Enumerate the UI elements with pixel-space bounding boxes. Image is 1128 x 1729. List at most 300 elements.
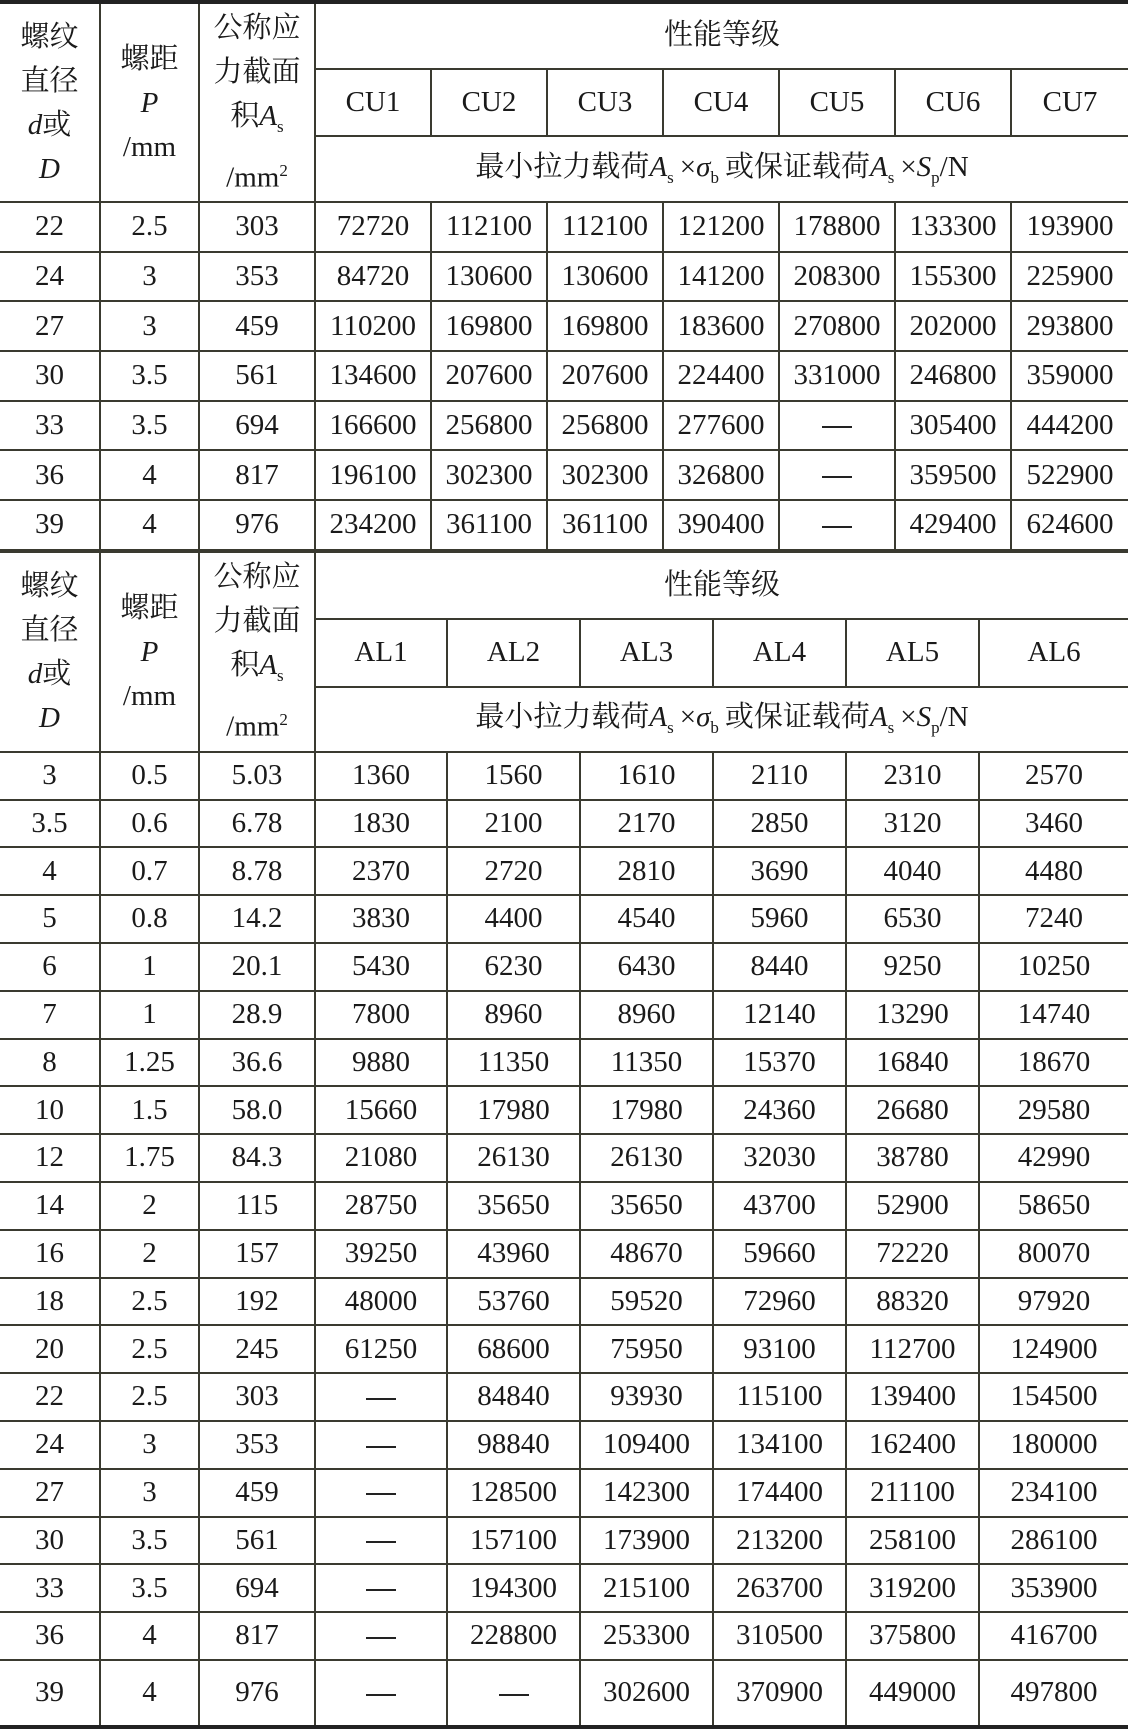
load-cell: 110200 (315, 301, 431, 351)
header-text: d (27, 108, 43, 141)
area-cell: 5.03 (199, 752, 315, 800)
load-cell: 361100 (547, 500, 663, 550)
area-cell: 20.1 (199, 943, 315, 991)
load-cell: 174400 (713, 1469, 846, 1517)
pitch-cell: 2.5 (100, 1325, 199, 1373)
header-text: × (679, 701, 697, 734)
table-row (0, 991, 1128, 1039)
load-cell (315, 1660, 447, 1727)
header-text: S (916, 150, 932, 183)
dash-mark (366, 1398, 396, 1400)
pitch-cell: 3.5 (100, 351, 199, 401)
load-cell (315, 1612, 447, 1660)
load-cell: 3460 (979, 800, 1128, 848)
load-cell: 97920 (979, 1278, 1128, 1326)
load-cell: 39250 (315, 1230, 447, 1278)
load-cell: 228800 (447, 1612, 580, 1660)
load-cell: 42990 (979, 1134, 1128, 1182)
header-text: 性能等级 (664, 568, 781, 601)
pitch-cell: 0.7 (100, 847, 199, 895)
load-cell (315, 1469, 447, 1517)
load-cell: 43960 (447, 1230, 580, 1278)
area-cell: 36.6 (199, 1039, 315, 1087)
load-cell: 624600 (1011, 500, 1128, 550)
load-cell: 196100 (315, 450, 431, 500)
load-cell: 59520 (580, 1278, 713, 1326)
dash-mark (822, 426, 852, 428)
load-cell: 4540 (580, 895, 713, 943)
load-cell: 155300 (895, 252, 1011, 302)
grade-label: AL2 (447, 619, 580, 687)
pitch-cell: 1.25 (100, 1039, 199, 1087)
table-row (0, 202, 1128, 252)
load-cell: 93930 (580, 1373, 713, 1421)
header-text: p (931, 717, 940, 737)
load-cell: 6430 (580, 943, 713, 991)
load-cell: 29580 (979, 1086, 1128, 1134)
load-cell: 139400 (846, 1373, 979, 1421)
load-cell: 263700 (713, 1564, 846, 1612)
load-cell: 449000 (846, 1660, 979, 1727)
load-cell: 1360 (315, 752, 447, 800)
load-cell: 234200 (315, 500, 431, 550)
header-text: s (667, 167, 674, 187)
header-text: s (887, 717, 895, 737)
header-text: 或 (42, 657, 72, 690)
load-cell: 1560 (447, 752, 580, 800)
load-cell: 2110 (713, 752, 846, 800)
diameter-cell: 36 (0, 450, 100, 500)
load-cell: 5960 (713, 895, 846, 943)
load-cell: 162400 (846, 1421, 979, 1469)
grade-label: CU4 (663, 69, 779, 136)
load-cell: 286100 (979, 1517, 1128, 1565)
load-cell: 213200 (713, 1517, 846, 1565)
diameter-cell: 8 (0, 1039, 100, 1087)
header-text: × (679, 150, 697, 183)
load-cell: 72960 (713, 1278, 846, 1326)
load-cell: 522900 (1011, 450, 1128, 500)
dash-mark (499, 1694, 529, 1696)
area-cell: 303 (199, 1373, 315, 1421)
pitch-cell: 2.5 (100, 1278, 199, 1326)
area-cell: 8.78 (199, 847, 315, 895)
pitch-cell: 2 (100, 1230, 199, 1278)
load-cell: 142300 (580, 1469, 713, 1517)
load-cell: 7800 (315, 991, 447, 1039)
load-cell: 130600 (431, 252, 547, 302)
diameter-cell: 39 (0, 500, 100, 550)
pitch-cell: 4 (100, 1612, 199, 1660)
stress-area-header (199, 2, 315, 202)
diameter-cell: 22 (0, 202, 100, 252)
header-text: A (259, 649, 278, 682)
load-cell: 1610 (580, 752, 713, 800)
area-cell: 353 (199, 252, 315, 302)
diameter-cell: 33 (0, 401, 100, 451)
load-cell: 208300 (779, 252, 895, 302)
table-row (0, 1278, 1128, 1326)
header-text: s (277, 116, 284, 136)
header-text: A (869, 701, 888, 734)
dash-mark (366, 1446, 396, 1448)
area-cell: 84.3 (199, 1134, 315, 1182)
load-cell: 10250 (979, 943, 1128, 991)
load-cell: 43700 (713, 1182, 846, 1230)
diameter-cell: 5 (0, 895, 100, 943)
grade-label: AL5 (846, 619, 979, 687)
load-cell: 169800 (431, 301, 547, 351)
grade-label: AL1 (315, 619, 447, 687)
pitch-cell: 2.5 (100, 202, 199, 252)
load-cell: 59660 (713, 1230, 846, 1278)
header-text: /mm (226, 161, 280, 194)
table-row (0, 1517, 1128, 1565)
header-text: 直径 (20, 613, 79, 646)
load-cell: 8960 (580, 991, 713, 1039)
pitch-cell: 3.5 (100, 1564, 199, 1612)
load-cell: 310500 (713, 1612, 846, 1660)
load-cell: 4480 (979, 847, 1128, 895)
pitch-cell: 3 (100, 1469, 199, 1517)
pitch-cell: 0.6 (100, 800, 199, 848)
header-row (0, 552, 1128, 619)
table-row (0, 1612, 1128, 1660)
load-cell: 18670 (979, 1039, 1128, 1087)
cu-load-table (0, 0, 1128, 551)
header-text: s (887, 167, 895, 187)
load-cell: 26680 (846, 1086, 979, 1134)
table-row (0, 1325, 1128, 1373)
load-cell: 15660 (315, 1086, 447, 1134)
diameter-cell: 20 (0, 1325, 100, 1373)
load-cell: 24360 (713, 1086, 846, 1134)
load-cell: 302300 (431, 450, 547, 500)
load-cell: 26130 (580, 1134, 713, 1182)
header-text: p (931, 167, 940, 187)
load-cell: 444200 (1011, 401, 1128, 451)
header-text: 或保证载荷 (724, 701, 870, 734)
header-text: × (900, 150, 917, 183)
table-row (0, 943, 1128, 991)
load-cell: 353900 (979, 1564, 1128, 1612)
load-cell: 293800 (1011, 301, 1128, 351)
load-cell: 6230 (447, 943, 580, 991)
load-cell: 58650 (979, 1182, 1128, 1230)
header-text: σ (696, 150, 711, 183)
load-cell: 361100 (431, 500, 547, 550)
table-row (0, 752, 1128, 800)
table-row (0, 1469, 1128, 1517)
area-cell: 561 (199, 351, 315, 401)
diameter-cell: 14 (0, 1182, 100, 1230)
load-cell: 128500 (447, 1469, 580, 1517)
header-text: /N (939, 701, 969, 734)
load-cell: 134600 (315, 351, 431, 401)
header-text: 积 (230, 99, 260, 132)
dash-mark (822, 476, 852, 478)
load-cell: 253300 (580, 1612, 713, 1660)
table-row (0, 1182, 1128, 1230)
pitch-cell: 1 (100, 991, 199, 1039)
load-cell: 169800 (547, 301, 663, 351)
header-text: 螺纹 (20, 569, 79, 602)
table-row (0, 450, 1128, 500)
header-text: 2 (279, 709, 288, 729)
load-cell: 28750 (315, 1182, 447, 1230)
pitch-cell: 4 (100, 1660, 199, 1727)
load-cell: 6530 (846, 895, 979, 943)
load-cell: 224400 (663, 351, 779, 401)
table-row (0, 1039, 1128, 1087)
diameter-cell: 10 (0, 1086, 100, 1134)
table-row (0, 1660, 1128, 1727)
area-cell: 353 (199, 1421, 315, 1469)
pitch-cell: 3 (100, 252, 199, 302)
load-cell: 277600 (663, 401, 779, 451)
header-text: 螺距 (120, 591, 179, 624)
grade-label: AL3 (580, 619, 713, 687)
load-cell: 2570 (979, 752, 1128, 800)
load-cell: 183600 (663, 301, 779, 351)
pitch-header (100, 2, 199, 202)
load-cell: 35650 (580, 1182, 713, 1230)
load-cell: 375800 (846, 1612, 979, 1660)
load-cell: 305400 (895, 401, 1011, 451)
load-cell: 133300 (895, 202, 1011, 252)
load-cell: 225900 (1011, 252, 1128, 302)
load-cell: 178800 (779, 202, 895, 252)
diameter-cell: 24 (0, 1421, 100, 1469)
load-cell: 302300 (547, 450, 663, 500)
pitch-cell: 0.8 (100, 895, 199, 943)
load-cell: 15370 (713, 1039, 846, 1087)
dash-mark (366, 1541, 396, 1543)
load-cell: 2170 (580, 800, 713, 848)
load-cell: 4400 (447, 895, 580, 943)
table-row (0, 1421, 1128, 1469)
load-cell (315, 1421, 447, 1469)
load-cell: 1830 (315, 800, 447, 848)
load-cell: 48670 (580, 1230, 713, 1278)
table-row (0, 800, 1128, 848)
grade-label: AL6 (979, 619, 1128, 687)
load-cell: 7240 (979, 895, 1128, 943)
load-cell: 157100 (447, 1517, 580, 1565)
header-text: 或保证载荷 (724, 150, 870, 183)
load-cell: 9250 (846, 943, 979, 991)
header-text: 公称应 (213, 561, 301, 594)
load-cell: 112700 (846, 1325, 979, 1373)
load-cell: 124900 (979, 1325, 1128, 1373)
area-cell: 459 (199, 1469, 315, 1517)
load-cell: 234100 (979, 1469, 1128, 1517)
pitch-cell: 3 (100, 1421, 199, 1469)
load-cell: 202000 (895, 301, 1011, 351)
load-cell: 173900 (580, 1517, 713, 1565)
dash-mark (366, 1589, 396, 1591)
diameter-cell: 39 (0, 1660, 100, 1727)
load-cell: 84720 (315, 252, 431, 302)
load-cell: 166600 (315, 401, 431, 451)
header-text: 公称应 (213, 11, 301, 44)
load-cell: 359500 (895, 450, 1011, 500)
table-row (0, 1230, 1128, 1278)
area-cell: 303 (199, 202, 315, 252)
load-cell: 109400 (580, 1421, 713, 1469)
load-cell (779, 500, 895, 550)
pitch-cell: 2 (100, 1182, 199, 1230)
area-cell: 115 (199, 1182, 315, 1230)
header-text: P (140, 86, 159, 119)
diameter-cell: 24 (0, 252, 100, 302)
header-text: 螺距 (120, 42, 179, 75)
diameter-cell: 7 (0, 991, 100, 1039)
header-text: 2 (279, 160, 288, 180)
load-cell: 4040 (846, 847, 979, 895)
load-cell: 302600 (580, 1660, 713, 1727)
load-cell: 112100 (431, 202, 547, 252)
load-cell: 88320 (846, 1278, 979, 1326)
diameter-cell: 27 (0, 301, 100, 351)
load-cell: 16840 (846, 1039, 979, 1087)
pitch-cell: 1.75 (100, 1134, 199, 1182)
load-cell: 72220 (846, 1230, 979, 1278)
load-cell: 193900 (1011, 202, 1128, 252)
load-cell (315, 1373, 447, 1421)
load-cell: 207600 (547, 351, 663, 401)
load-cell: 72720 (315, 202, 431, 252)
load-header (315, 687, 1128, 752)
load-cell: 112100 (547, 202, 663, 252)
load-cell: 180000 (979, 1421, 1128, 1469)
header-text: 力截面 (213, 55, 301, 88)
header-text: A (649, 150, 668, 183)
header-text: s (667, 717, 674, 737)
header-row (0, 2, 1128, 69)
load-cell: 11350 (580, 1039, 713, 1087)
load-cell: 497800 (979, 1660, 1128, 1727)
header-text: b (710, 167, 719, 187)
area-cell: 817 (199, 450, 315, 500)
load-cell: 5430 (315, 943, 447, 991)
load-cell: 17980 (580, 1086, 713, 1134)
dash-mark (366, 1637, 396, 1639)
header-text: A (649, 701, 668, 734)
grade-label: AL4 (713, 619, 846, 687)
load-cell: 8960 (447, 991, 580, 1039)
table-row (0, 1373, 1128, 1421)
area-cell: 694 (199, 401, 315, 451)
load-cell: 53760 (447, 1278, 580, 1326)
load-cell: 21080 (315, 1134, 447, 1182)
load-cell: 52900 (846, 1182, 979, 1230)
header-text: 最小拉力载荷 (475, 701, 650, 734)
pitch-cell: 1.5 (100, 1086, 199, 1134)
pitch-cell: 0.5 (100, 752, 199, 800)
load-cell: 331000 (779, 351, 895, 401)
load-cell: 2310 (846, 752, 979, 800)
load-cell: 3120 (846, 800, 979, 848)
header-text: S (916, 701, 932, 734)
pitch-cell: 4 (100, 500, 199, 550)
table-row (0, 895, 1128, 943)
header-text: 直径 (20, 64, 79, 97)
table-row (0, 401, 1128, 451)
header-text: s (277, 665, 284, 685)
header-text: 力截面 (213, 605, 301, 638)
header-text: 螺纹 (20, 20, 79, 53)
load-cell: 2720 (447, 847, 580, 895)
header-text: P (140, 635, 159, 668)
header-text: /mm (122, 679, 177, 712)
load-cell: 246800 (895, 351, 1011, 401)
table-row (0, 1134, 1128, 1182)
load-cell: 38780 (846, 1134, 979, 1182)
grade-label: CU7 (1011, 69, 1128, 136)
table-row (0, 1086, 1128, 1134)
load-cell: 134100 (713, 1421, 846, 1469)
header-text: 或 (42, 108, 72, 141)
area-cell: 14.2 (199, 895, 315, 943)
load-cell: 256800 (431, 401, 547, 451)
table-row (0, 351, 1128, 401)
header-text: 最小拉力载荷 (475, 150, 650, 183)
header-text: /N (939, 150, 969, 183)
grade-label: CU3 (547, 69, 663, 136)
load-cell: 2370 (315, 847, 447, 895)
area-cell: 976 (199, 1660, 315, 1727)
header-text: d (27, 657, 43, 690)
header-text: D (39, 152, 60, 185)
header-text: D (39, 701, 60, 734)
diameter-cell: 3 (0, 752, 100, 800)
table-row (0, 1564, 1128, 1612)
diameter-cell: 30 (0, 1517, 100, 1565)
load-cell: 416700 (979, 1612, 1128, 1660)
grade-label: CU5 (779, 69, 895, 136)
load-cell: 215100 (580, 1564, 713, 1612)
diameter-cell: 3.5 (0, 800, 100, 848)
pitch-cell: 3.5 (100, 401, 199, 451)
load-cell: 12140 (713, 991, 846, 1039)
header-text: A (259, 99, 278, 132)
header-text: b (710, 717, 719, 737)
load-cell: 194300 (447, 1564, 580, 1612)
grade-label: CU1 (315, 69, 431, 136)
grade-header (315, 552, 1128, 619)
area-cell: 192 (199, 1278, 315, 1326)
area-cell: 245 (199, 1325, 315, 1373)
load-cell: 32030 (713, 1134, 846, 1182)
dash-mark (366, 1493, 396, 1495)
diameter-header (0, 2, 100, 202)
load-cell: 9880 (315, 1039, 447, 1087)
header-text: σ (696, 701, 711, 734)
load-cell: 429400 (895, 500, 1011, 550)
diameter-header (0, 552, 100, 752)
stress-area-header (199, 552, 315, 752)
load-cell: 359000 (1011, 351, 1128, 401)
table-row (0, 500, 1128, 550)
diameter-cell: 36 (0, 1612, 100, 1660)
pitch-cell: 1 (100, 943, 199, 991)
grade-label: CU6 (895, 69, 1011, 136)
table-row (0, 847, 1128, 895)
load-cell: 130600 (547, 252, 663, 302)
load-cell: 68600 (447, 1325, 580, 1373)
area-cell: 157 (199, 1230, 315, 1278)
